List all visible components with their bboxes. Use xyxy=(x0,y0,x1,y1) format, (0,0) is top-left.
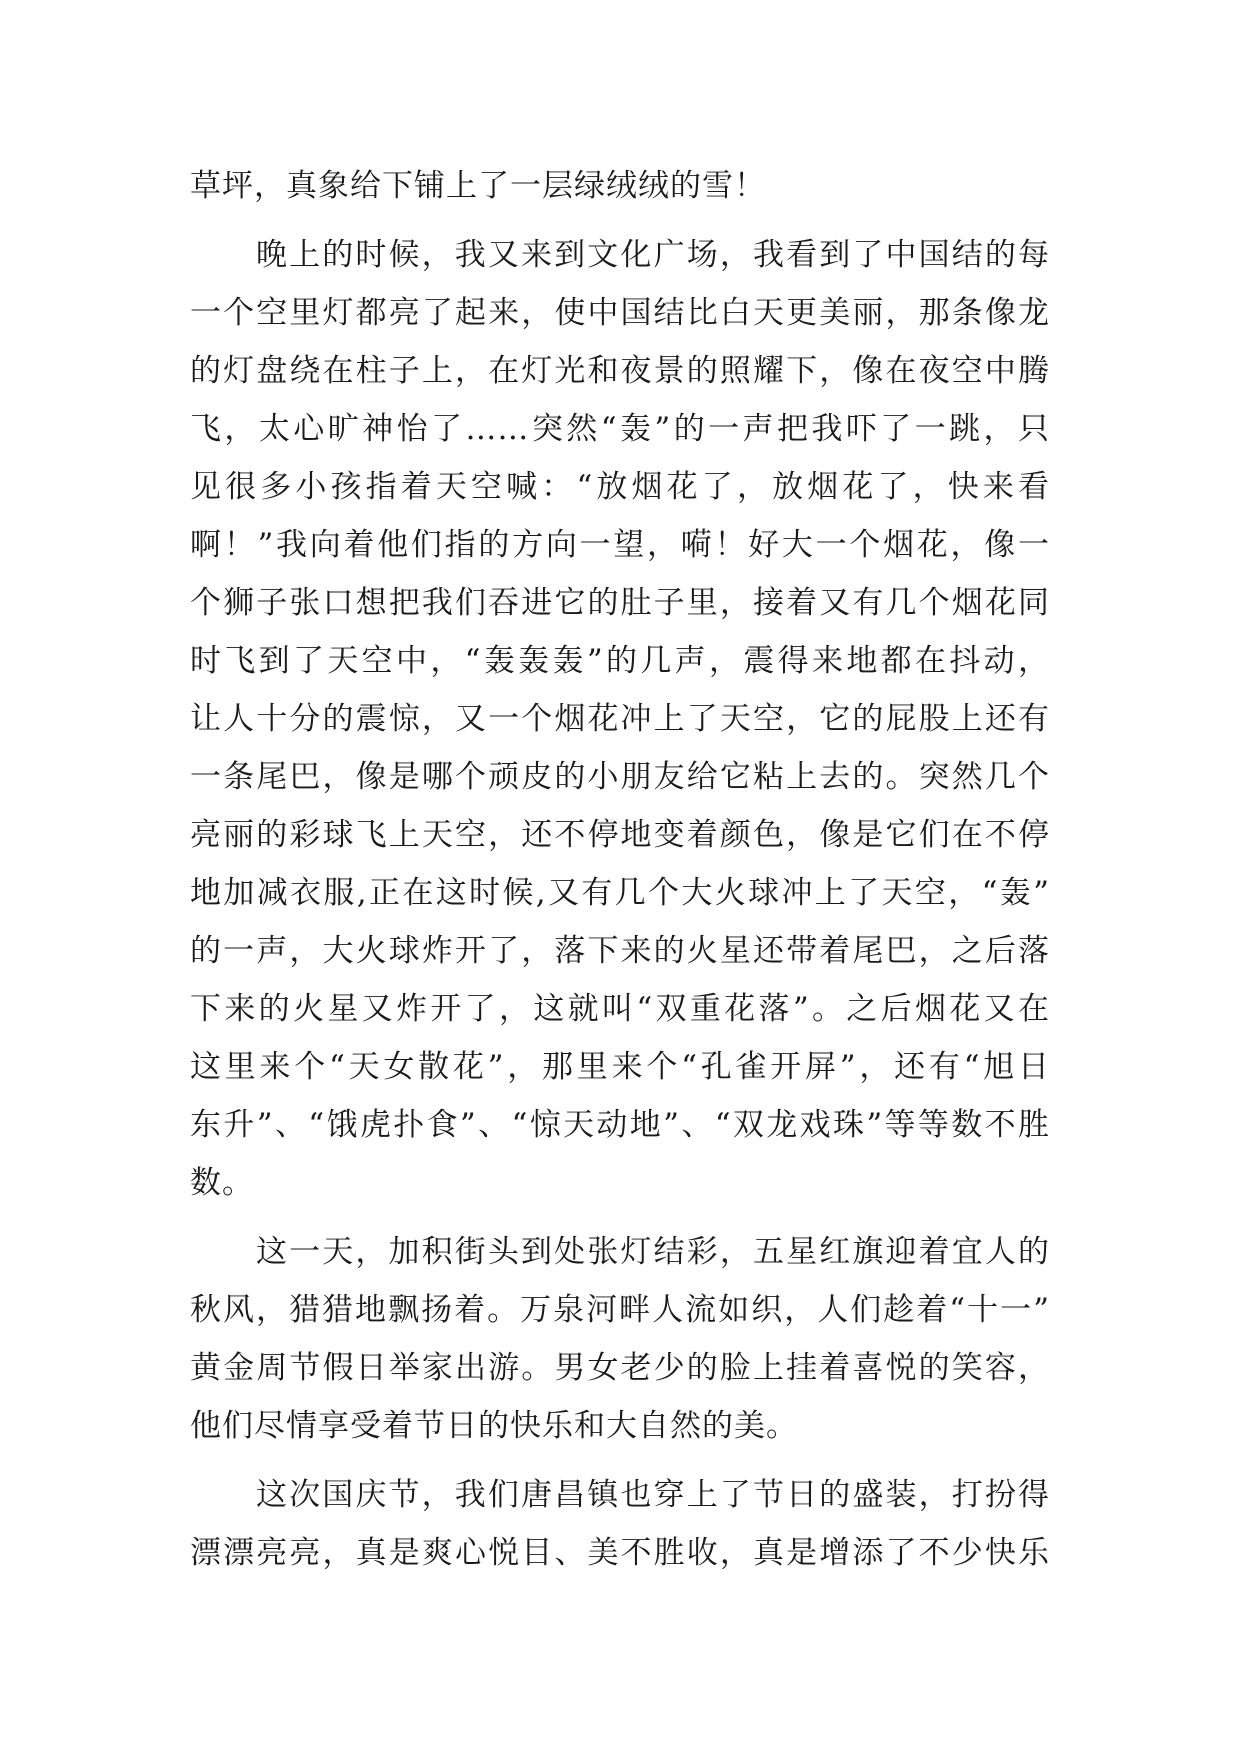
text-line: 下来的火星又炸开了，这就叫“双重花落”。之后烟花又在 xyxy=(190,991,1050,1027)
text-line: 啊！”我向着他们指的方向一望，嗬！好大一个烟花，像一 xyxy=(190,527,1050,563)
text-line: 晚上的时候，我又来到文化广场，我看到了中国结的每 xyxy=(256,237,1050,273)
text-line: 见很多小孩指着天空喊：“放烟花了，放烟花了，快来看 xyxy=(190,469,1050,505)
paragraph xyxy=(190,1466,1050,1582)
text-line: 这一天，加积街头到处张灯结彩，五星红旗迎着宜人的 xyxy=(256,1234,1050,1270)
paragraph xyxy=(190,1223,1050,1455)
text-line: 亮丽的彩球飞上天空，还不停地变着颜色，像是它们在不停 xyxy=(190,817,1050,853)
paragraph xyxy=(190,226,1050,1212)
text-line: 的一声，大火球炸开了，落下来的火星还带着尾巴，之后落 xyxy=(190,933,1050,969)
text-line: 东升”、“饿虎扑食”、“惊天动地”、“双龙戏珠”等等数不胜 xyxy=(190,1107,1050,1143)
text-line: 这次国庆节，我们唐昌镇也穿上了节日的盛装，打扮得 xyxy=(256,1477,1050,1513)
text-line: 这里来个“天女散花”，那里来个“孔雀开屏”，还有“旭日 xyxy=(190,1049,1050,1085)
body-text xyxy=(190,157,1050,1582)
text-line: 的灯盘绕在柱子上，在灯光和夜景的照耀下，像在夜空中腾 xyxy=(190,353,1050,389)
text-line: 草坪，真象给下铺上了一层绿绒绒的雪！ xyxy=(190,168,766,204)
text-line: 一条尾巴，像是哪个顽皮的小朋友给它粘上去的。突然几个 xyxy=(190,759,1050,795)
text-line: 他们尽情享受着节日的快乐和大自然的美。 xyxy=(190,1408,798,1444)
text-line: 秋风，猎猎地飘扬着。万泉河畔人流如织，人们趁着“十一” xyxy=(190,1292,1050,1328)
text-line: 让人十分的震惊，又一个烟花冲上了天空，它的屁股上还有 xyxy=(190,701,1050,737)
text-line: 地加减衣服,正在这时候,又有几个大火球冲上了天空，“轰” xyxy=(190,875,1050,911)
text-line: 漂漂亮亮，真是爽心悦目、美不胜收，真是增添了不少快乐 xyxy=(190,1535,1050,1571)
text-line: 飞，太心旷神怡了……突然“轰”的一声把我吓了一跳，只 xyxy=(190,411,1050,447)
text-line: 黄金周节假日举家出游。男女老少的脸上挂着喜悦的笑容， xyxy=(190,1350,1050,1386)
text-line: 一个空里灯都亮了起来，使中国结比白天更美丽，那条像龙 xyxy=(190,295,1050,331)
text-line: 数。 xyxy=(190,1165,254,1201)
text-line: 个狮子张口想把我们吞进它的肚子里，接着又有几个烟花同 xyxy=(190,585,1050,621)
text-line: 时飞到了天空中，“轰轰轰”的几声，震得来地都在抖动， xyxy=(190,643,1050,679)
paragraph xyxy=(190,157,1050,215)
